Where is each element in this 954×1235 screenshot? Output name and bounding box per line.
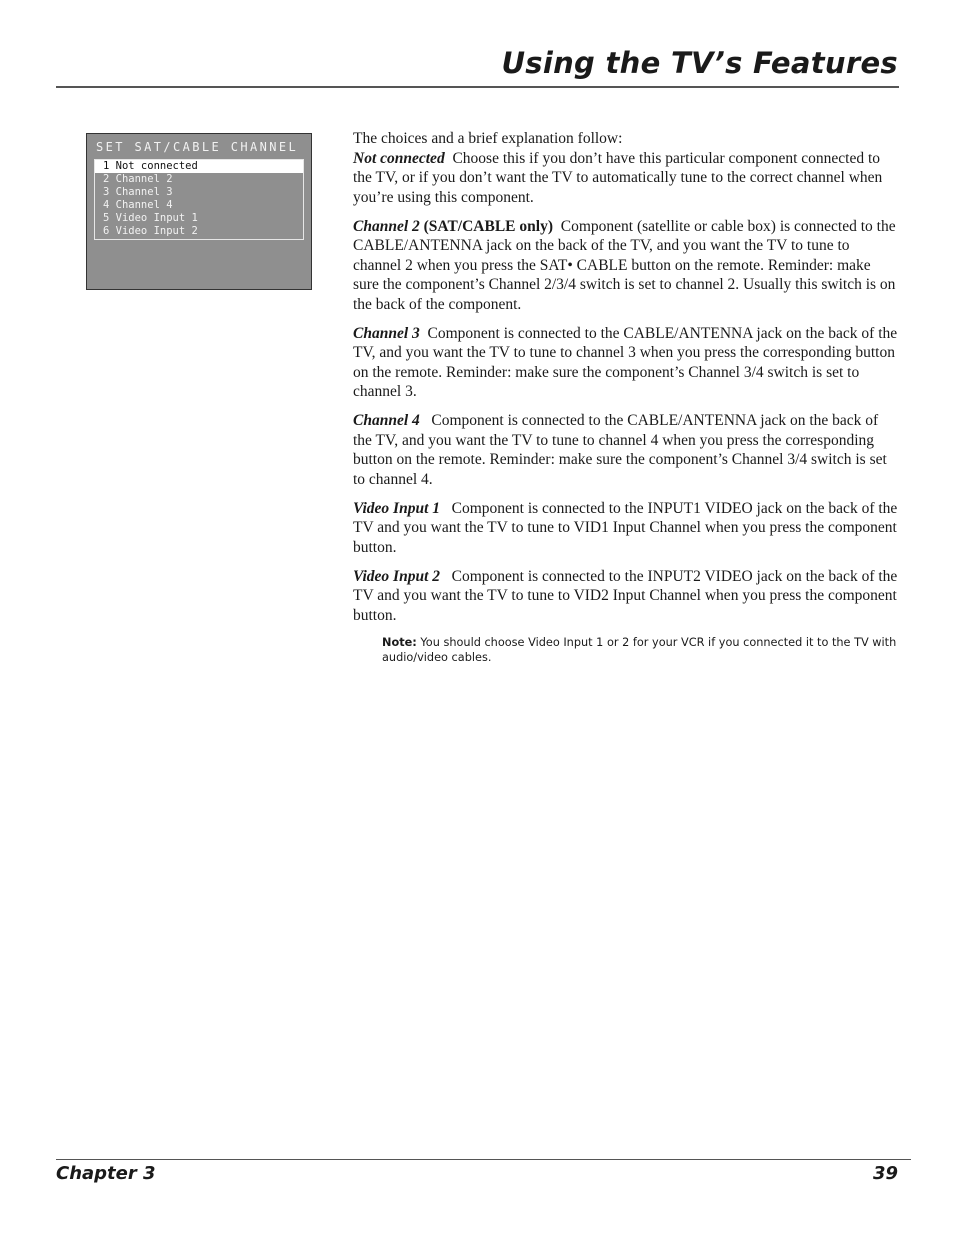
intro-paragraph: The choices and a brief explanation follow:	[353, 130, 623, 147]
entry-term: Channel 3	[353, 324, 420, 342]
tv-menu-item-video-input-2: 6 Video Input 2	[103, 225, 198, 237]
tv-menu-list	[94, 159, 304, 240]
tv-menu-item-video-input-1: 5 Video Input 1	[103, 212, 198, 224]
tv-menu-item-not-connected: 1 Not connected	[95, 160, 303, 173]
page-number: 39	[872, 1163, 898, 1184]
entry-qualifier: (SAT/CABLE only)	[423, 217, 553, 235]
footer-divider	[56, 1159, 911, 1160]
entry-term: Video Input 2	[353, 567, 440, 585]
note-text: You should choose Video Input 1 or 2 for your VCR if you connected it to the TV with audio/video cables.	[382, 635, 897, 664]
entry-term: Channel 4	[353, 412, 420, 429]
footer-chapter: Chapter 3	[56, 1163, 156, 1184]
tv-menu-screenshot	[86, 133, 312, 290]
entry-text: Component (satellite or cable box) is connected to the CABLE/ANTENNA jack on the back of the TV, and you want the TV to tune to channel 2 when you press the SAT• CABLE button on the remote. Reminder: make sure the component’s Channel 2/3/4 switch is set to channel 2. Usually this switch is on the back of the component.	[353, 217, 896, 313]
entry-channel-2	[353, 217, 898, 315]
header-divider	[56, 86, 899, 88]
note-label: Note:	[382, 635, 417, 649]
entry-text: Component is connected to the CABLE/ANTENNA jack on the back of the TV, and you want the TV to tune to channel 4 when you press the corresponding button on the remote. Reminder: make sure the component’s Channel 3/4 switch is set to channel 4.	[353, 412, 887, 488]
tv-menu-item-channel-3: 3 Channel 3	[103, 186, 173, 198]
entry-term: Not connected	[353, 149, 445, 167]
entry-not-connected	[353, 149, 898, 208]
entry-text: Component is connected to the INPUT1 VIDEO jack on the back of the TV and you want the TV to tune to VID1 Input Channel when you press the component button.	[353, 499, 898, 556]
tv-menu-item-channel-4: 4 Channel 4	[103, 199, 173, 211]
body-content	[353, 129, 898, 665]
entry-video-input-2	[353, 567, 898, 626]
entry-channel-3	[353, 324, 898, 402]
entry-video-input-1	[353, 499, 898, 558]
note-block	[382, 635, 898, 665]
tv-menu-title: SET SAT/CABLE CHANNEL	[96, 140, 299, 154]
entry-text: Component is connected to the CABLE/ANTENNA jack on the back of the TV, and you want the TV to tune to channel 3 when you press the corresponding button on the remote. Reminder: make sure the component’s Channel 3/4 switch is set to channel 3.	[353, 324, 898, 400]
page-title: Using the TV’s Features	[501, 46, 898, 80]
entry-channel-4	[353, 411, 898, 489]
entry-text: Component is connected to the INPUT2 VIDEO jack on the back of the TV and you want the TV to tune to VID2 Input Channel when you press the component button.	[353, 567, 898, 624]
entry-term: Channel 2	[353, 217, 420, 235]
entry-text: Choose this if you don’t have this particular component connected to the TV, or if you don’t want the TV to automatically tune to the correct channel when you’re using this component.	[353, 149, 883, 206]
tv-menu-item-channel-2: 2 Channel 2	[103, 173, 173, 185]
entry-term: Video Input 1	[353, 499, 440, 517]
